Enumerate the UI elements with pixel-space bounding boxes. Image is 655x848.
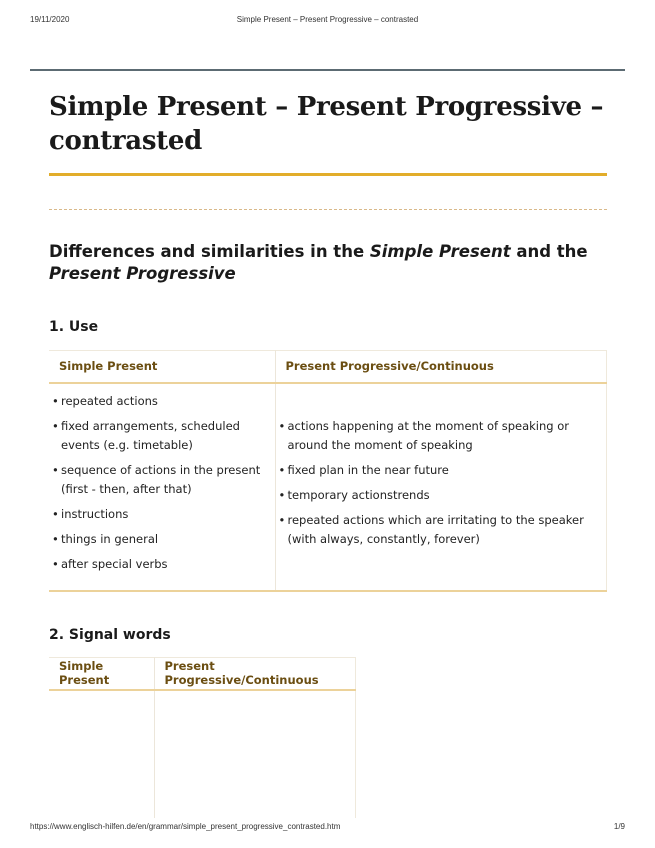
- list-item: • repeated actions: [49, 392, 275, 411]
- list-item: • repeated actions which are irritating to the speaker (with always, constantly, forever): [276, 511, 607, 549]
- list-item: • after special verbs: [49, 555, 275, 574]
- use-cell-simple-present: [49, 383, 275, 591]
- simple-present-use-list: [49, 392, 275, 574]
- list-item: • actions happening at the moment of speaking or around the moment of speaking: [276, 417, 607, 455]
- signal-table-row: [49, 690, 356, 818]
- print-url: https://www.englisch-hilfen.de/en/grammar/simple_present_progressive_contrasted.htm: [30, 822, 341, 831]
- top-divider: [30, 69, 625, 71]
- list-item: • sequence of actions in the present (first - then, after that): [49, 461, 275, 499]
- list-item: • fixed plan in the near future: [276, 461, 607, 480]
- section-heading: [49, 241, 609, 285]
- list-item: • fixed arrangements, scheduled events (e.g. timetable): [49, 417, 275, 455]
- page-number: 1/9: [613, 822, 625, 831]
- print-title: Simple Present – Present Progressive – contrasted: [236, 15, 419, 24]
- subtitle-text-2: and the: [510, 242, 588, 261]
- page-title: Simple Present – Present Progressive – contrasted: [49, 92, 604, 156]
- title-underline: [49, 173, 607, 176]
- print-footer: [30, 822, 625, 834]
- use-table-header-row: [49, 351, 607, 383]
- print-header: [30, 15, 625, 27]
- subtitle-text-1: Differences and similarities in the: [49, 242, 370, 261]
- use-heading: 1. Use: [49, 319, 99, 335]
- signal-header-present-progressive: Present Progressive/Continuous: [154, 658, 356, 690]
- signal-cell-present-progressive: [154, 690, 356, 818]
- use-cell-present-progressive: [275, 383, 607, 591]
- dotted-divider: [49, 209, 607, 210]
- list-item: • instructions: [49, 505, 275, 524]
- signal-table-header-row: [49, 658, 356, 690]
- present-progressive-use-list: [276, 417, 607, 549]
- list-item: • things in general: [49, 530, 275, 549]
- signal-words-heading: 2. Signal words: [49, 627, 171, 643]
- signal-words-table: [49, 657, 356, 818]
- signal-header-simple-present: Simple Present: [49, 658, 154, 690]
- print-date: 19/11/2020: [30, 15, 70, 24]
- subtitle-emphasis-2: Present Progressive: [49, 264, 236, 283]
- list-item: • temporary actionstrends: [276, 486, 607, 505]
- use-header-simple-present: Simple Present: [49, 351, 275, 383]
- use-table-row: [49, 383, 607, 591]
- signal-cell-simple-present: [49, 690, 154, 818]
- subtitle-emphasis-1: Simple Present: [369, 242, 511, 261]
- use-table: [49, 350, 607, 592]
- use-header-present-progressive: Present Progressive/Continuous: [275, 351, 607, 383]
